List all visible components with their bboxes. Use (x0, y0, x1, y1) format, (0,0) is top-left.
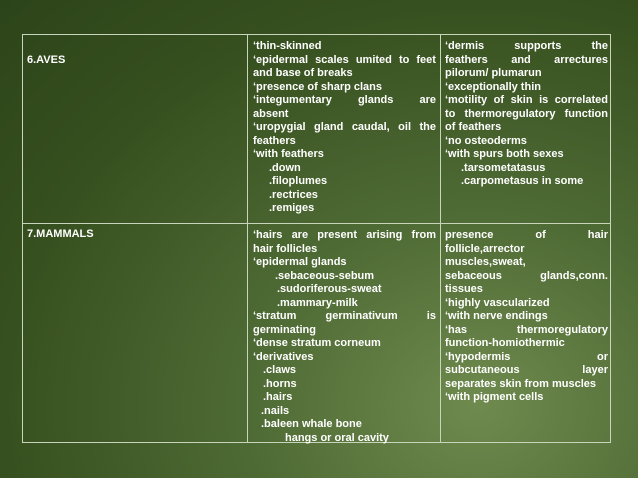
word: thermoregulatory (464, 107, 556, 120)
word: function (564, 107, 608, 120)
cell-line (253, 310, 436, 324)
cell-line: and base of breaks (253, 67, 353, 79)
cell-line: ‘epidermal glands (253, 256, 347, 268)
cell-line: ‘thin-skinned (253, 40, 322, 52)
cell-line: hair follicles (253, 242, 318, 255)
word: are (419, 94, 436, 106)
cell-line (253, 121, 436, 135)
cell-line: of feathers (445, 121, 502, 133)
word: presence (445, 229, 494, 241)
cell-line: function-homiothermic (445, 337, 565, 349)
cell-line: .mammary-milk (277, 296, 358, 309)
cell-line: separates skin from muscles (445, 377, 597, 390)
group-cell (23, 224, 248, 442)
cell-line: ‘derivatives (253, 350, 314, 363)
comparison-table (22, 34, 611, 443)
cell-line: germinating (253, 323, 316, 336)
word: correlated (554, 94, 608, 106)
cell-line: ‘dense stratum corneum (253, 337, 381, 349)
cell-line: .down (269, 161, 301, 174)
cell-line: ‘highly vascularized (445, 296, 550, 309)
word: the (591, 40, 608, 52)
word: or (597, 350, 608, 363)
word: sebaceous (445, 269, 502, 282)
word: ‘stratum (253, 310, 297, 322)
word: thermoregulatory (516, 323, 608, 336)
word: is (426, 310, 436, 322)
word: oil (398, 121, 412, 133)
cell-line: .hairs (263, 391, 293, 403)
cell-line: .nails (261, 404, 290, 417)
cell-line (445, 94, 608, 108)
word: are (291, 229, 309, 241)
epidermis-cell (248, 35, 441, 223)
cell-line (253, 94, 436, 108)
word: glands,conn. (540, 269, 608, 282)
cell-line: .claws (263, 364, 297, 376)
cell-line: ‘with nerve endings (445, 310, 548, 322)
dermis-cell (441, 224, 612, 442)
word: ‘hypodermis (445, 350, 511, 363)
word: supports (514, 40, 562, 52)
word: ‘integumentary (253, 94, 332, 106)
cell-line: ‘with pigment cells (445, 391, 544, 403)
word: ‘uropygial (253, 121, 306, 133)
cell-line (445, 40, 608, 54)
cell-line: pilorum/ plumarun (445, 67, 542, 79)
group-label: 7.MAMMALS (27, 228, 94, 240)
word: layer (582, 364, 608, 376)
cell-line: .rectrices (269, 188, 318, 201)
cell-line (445, 108, 608, 122)
cell-line: feathers (253, 134, 296, 147)
word: of (535, 229, 546, 241)
word: the (419, 121, 436, 133)
cell-line: ‘with spurs both sexes (445, 148, 564, 160)
cell-line: .sudoriferous-sweat (277, 283, 382, 295)
cell-line: absent (253, 107, 289, 120)
cell-line: ‘with feathers (253, 148, 324, 160)
cell-line (253, 229, 436, 243)
word: of (493, 94, 505, 106)
cell-line (445, 54, 608, 68)
group-cell (23, 35, 248, 223)
cell-line: .tarsometatasus (461, 161, 546, 174)
word: arrectures (554, 53, 608, 66)
cell-line: tissues (445, 283, 483, 295)
cell-line: ‘presence of sharp clans (253, 80, 382, 93)
cell-line: hangs or oral cavity (285, 431, 389, 444)
word: is (539, 94, 549, 106)
word: to (445, 107, 456, 120)
word: caudal, (351, 121, 390, 133)
word: skin (510, 94, 533, 106)
word: feathers (445, 53, 488, 66)
word: ‘epidermal (253, 53, 309, 66)
word: scales (315, 53, 349, 66)
cell-line: muscles,sweat, (445, 256, 526, 268)
word: ‘motility (445, 94, 488, 106)
word: ‘hairs (253, 229, 283, 241)
cell-line (445, 364, 608, 378)
cell-line (253, 54, 436, 68)
cell-line: ‘no osteoderms (445, 134, 527, 147)
cell-line: .sebaceous-sebum (275, 269, 375, 282)
cell-line (445, 324, 608, 338)
table-row-mammals (23, 224, 610, 442)
cell-line (445, 351, 608, 365)
cell-line: .baleen whale bone (261, 418, 362, 430)
cell-line (445, 229, 608, 243)
cell-line: .carpometasus in some (461, 175, 584, 187)
cell-line: .remiges (269, 202, 315, 214)
cell-line: .horns (263, 377, 297, 390)
word: to (398, 53, 410, 66)
cell-line: .filoplumes (269, 175, 328, 187)
word: germinativum (325, 310, 398, 322)
word: hair (587, 229, 608, 241)
word: feet (416, 53, 436, 66)
word: glands (357, 94, 394, 106)
group-label: 6.AVES (27, 54, 66, 66)
word: subcutaneous (445, 364, 520, 376)
cell-line: follicle,arrector (445, 242, 525, 255)
cell-line: ‘exceptionally thin (445, 80, 541, 93)
word: umited (355, 53, 392, 66)
word: gland (314, 121, 344, 133)
word: from (411, 229, 436, 241)
word: ‘has (445, 323, 468, 336)
word: and (511, 53, 531, 66)
table-row-aves (23, 35, 610, 224)
word: ‘dermis (445, 40, 485, 52)
cell-line (445, 270, 608, 284)
word: arising (366, 229, 403, 241)
word: present (317, 229, 358, 241)
dermis-cell (441, 35, 612, 223)
epidermis-cell (248, 224, 441, 442)
